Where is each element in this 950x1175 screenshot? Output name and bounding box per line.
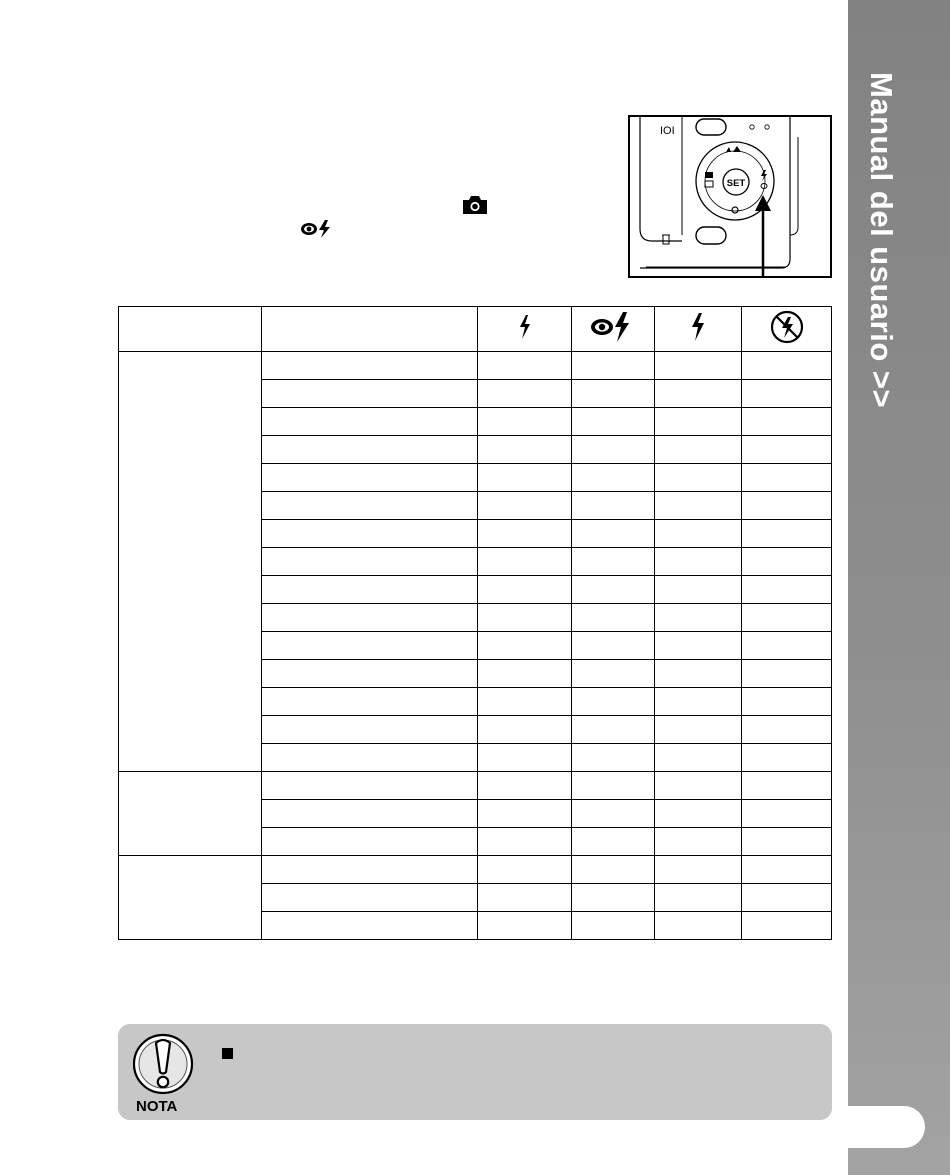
- exclamation-icon: [132, 1032, 194, 1096]
- red-eye-flash-icon: [300, 219, 334, 239]
- set-button-label: [727, 178, 746, 189]
- flash-auto-icon: [517, 314, 533, 340]
- note-label: NOTA: [136, 1098, 178, 1115]
- group-cell: [119, 352, 262, 772]
- camera-mode-icon: [461, 194, 489, 216]
- header-cell-mode: [119, 307, 262, 352]
- flash-mode-table: [118, 306, 832, 940]
- table-header-row: [119, 307, 832, 352]
- table-row: [119, 352, 832, 380]
- group-cell: [119, 772, 262, 856]
- note-bullet: [222, 1048, 233, 1059]
- red-eye-reduction-icon: [590, 310, 636, 344]
- header-cell-red-eye: [572, 307, 655, 352]
- forced-flash-icon: [689, 312, 707, 342]
- flash-off-icon: [769, 309, 805, 345]
- svg-text:SET: SET: [726, 178, 746, 189]
- table-body: [119, 352, 832, 940]
- header-cell-scene: [262, 307, 478, 352]
- table-row: [119, 772, 832, 800]
- sidebar-title: Manual del usuario >>: [864, 72, 899, 409]
- header-cell-forced: [655, 307, 742, 352]
- camera-back-illustration: [628, 115, 832, 278]
- header-cell-auto: [478, 307, 572, 352]
- mode-label-text: [660, 125, 675, 137]
- header-cell-off: [742, 307, 832, 352]
- page-number-tab: [847, 1106, 925, 1148]
- group-cell: [119, 856, 262, 940]
- table-row: [119, 856, 832, 884]
- note-box: [118, 1024, 832, 1120]
- svg-text:IOI: IOI: [660, 125, 675, 137]
